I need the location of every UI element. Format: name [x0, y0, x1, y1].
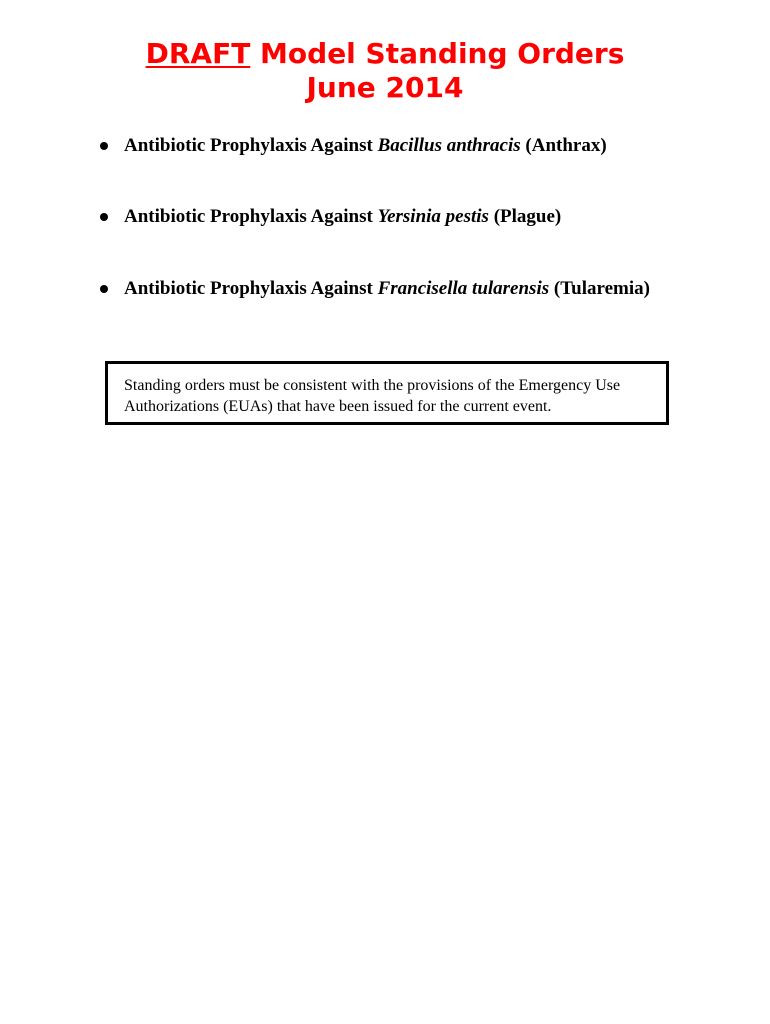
page-title: [0, 37, 770, 105]
notice-box: [105, 361, 669, 425]
item-suffix: (Anthrax): [520, 135, 607, 156]
item-species: Francisella tularensis: [377, 278, 550, 299]
item-species: Bacillus anthracis: [377, 135, 521, 156]
title-line1-rest: Model Standing Orders: [250, 37, 625, 70]
list-item-text: [124, 205, 561, 229]
notice-text: Standing orders must be consistent with the provisions of the Emergency Use Authorizations (EUAs) that have been issued for the current event.: [124, 377, 621, 415]
bullet-icon: [100, 285, 108, 293]
item-suffix: (Tularemia): [549, 278, 650, 299]
title-date: June 2014: [306, 71, 464, 104]
draft-label: DRAFT: [145, 37, 251, 70]
item-prefix: Antibiotic Prophylaxis Against: [124, 206, 378, 227]
item-species: Yersinia pestis: [377, 206, 489, 227]
list-item-text: [124, 277, 650, 301]
bullet-icon: [100, 142, 108, 150]
item-suffix: (Plague): [488, 206, 562, 227]
item-prefix: Antibiotic Prophylaxis Against: [124, 278, 378, 299]
list-item-text: [124, 134, 607, 158]
bullet-icon: [100, 213, 108, 221]
item-prefix: Antibiotic Prophylaxis Against: [124, 135, 378, 156]
